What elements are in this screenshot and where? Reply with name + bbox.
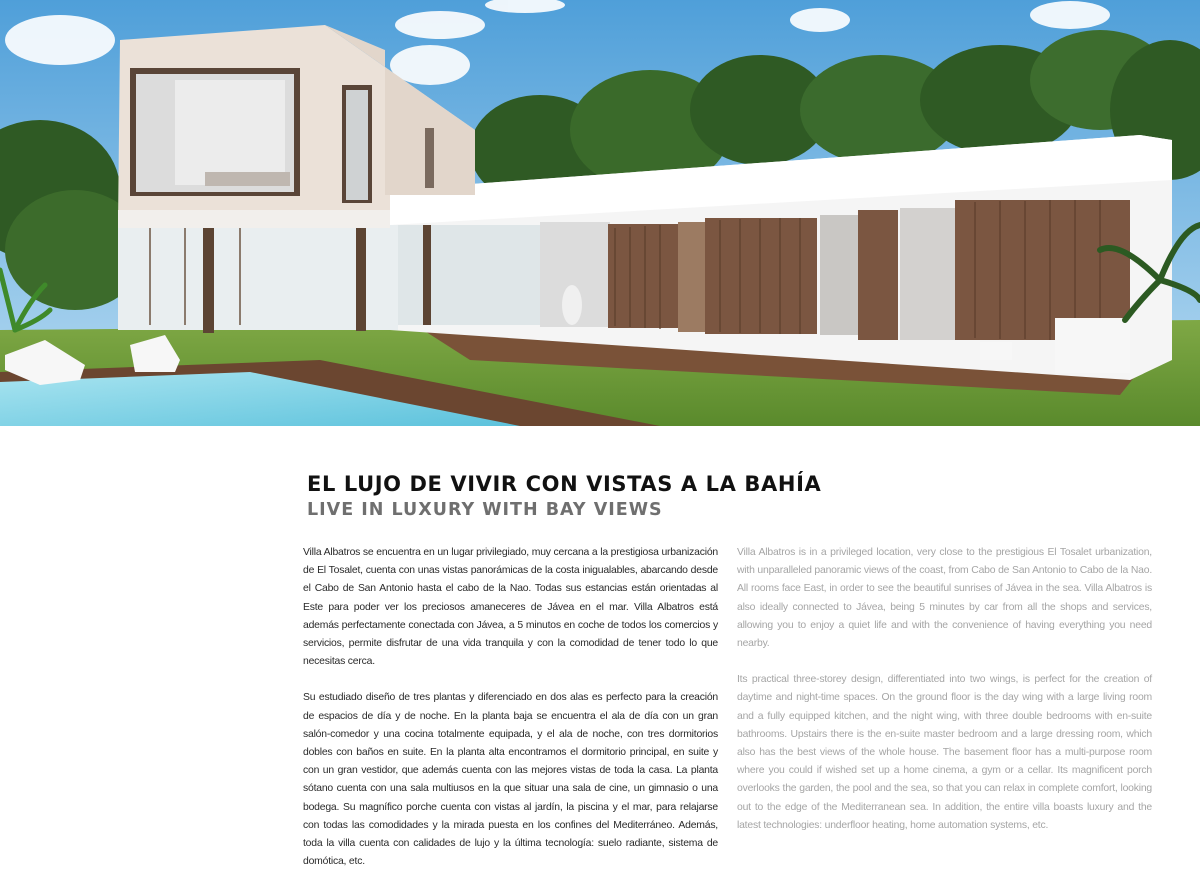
title-english: LIVE IN LUXURY WITH BAY VIEWS <box>307 500 663 520</box>
spanish-paragraph-2: Su estudiado diseño de tres plantas y diferenciado en dos alas es perfecto para la creación de espacios de día y de noche. En la planta baja se encuentra el ala de día con un gran salón-comedor y una cocina totalmente equipada, y el ala de noche, con tres dormitorios dobles con baños en suite. En la planta alta encontramos el dormitorio principal, en suite y con un gran vestidor, que además cuenta con las mejores vistas de toda la casa. La planta sótano cuenta con una sala multiusos en la que situar una sala de cine, un gimnasio o una bodega. Su magnífico porche cuenta con vistas al jardín, la piscina y el mar, para relajarse con todas las comodidades y la mirada puesta en los confines del Mediterráneo. Además, toda la villa cuenta con calidades de lujo y la última tecnología: suelo radiante, sistema de domótica, etc. <box>303 692 718 868</box>
spanish-text-column <box>303 544 718 889</box>
spanish-paragraph-1: Villa Albatros se encuentra en un lugar privilegiado, muy cercana a la prestigiosa urbanización de El Tosalet, cuenta con unas vistas panorámicas de la costa inigualables, abarcando desde el Cabo de San Antonio hasta el cabo de la Nao. Todas sus estancias están orientadas al Este para poder ver los preciosos amaneceres de Jávea en el mar. Villa Albatros está además perfectamente conectada con Jávea, a 5 minutos en coche de todos los comercios y servicios, permite disfrutar de una vida tranquila y con la comodidad de tener todo lo que necesitas cerca. <box>303 547 718 668</box>
heading-block <box>307 470 1007 522</box>
english-paragraph-2: Its practical three-storey design, differentiated into two wings, is perfect for the creation of daytime and night-time spaces. On the ground floor is the day wing with a large living room and a fully equipped kitchen, and the night wing, with three double bedrooms with en-suite bathrooms. Upstairs there is the en-suite master bedroom and a large dressing room, which also has the best views of the whole house. The basement floor has a multi-purpose room where you could if wished set up a home cinema, a gym or a cellar. Its magnificent porch overlooks the garden, the pool and the sea, so that you can relax in complete comfort, looking out to the edge of the Mediterranean sea. In addition, the entire villa boasts luxury and the latest technologies: underfloor heating, home automation systems, etc. <box>737 674 1152 831</box>
english-paragraph-1: Villa Albatros is in a privileged location, very close to the prestigious El Tosalet urbanization, with unparalleled panoramic views of the coast, from Cabo de San Antonio to Cabo de la Nao. All rooms face East, in order to see the beautiful sunrises of Jávea in the sea. Villa Albatros is also ideally connected to Jávea, being 5 minutes by car from all the shops and services, allowing you to enjoy a quiet life and with the convenience of having everything you need nearby. <box>737 547 1152 650</box>
english-text-column <box>737 544 1152 853</box>
villa-rendering-image <box>0 0 1200 426</box>
title-spanish: EL LUJO DE VIVIR CON VISTAS A LA BAHÍA <box>307 472 822 496</box>
